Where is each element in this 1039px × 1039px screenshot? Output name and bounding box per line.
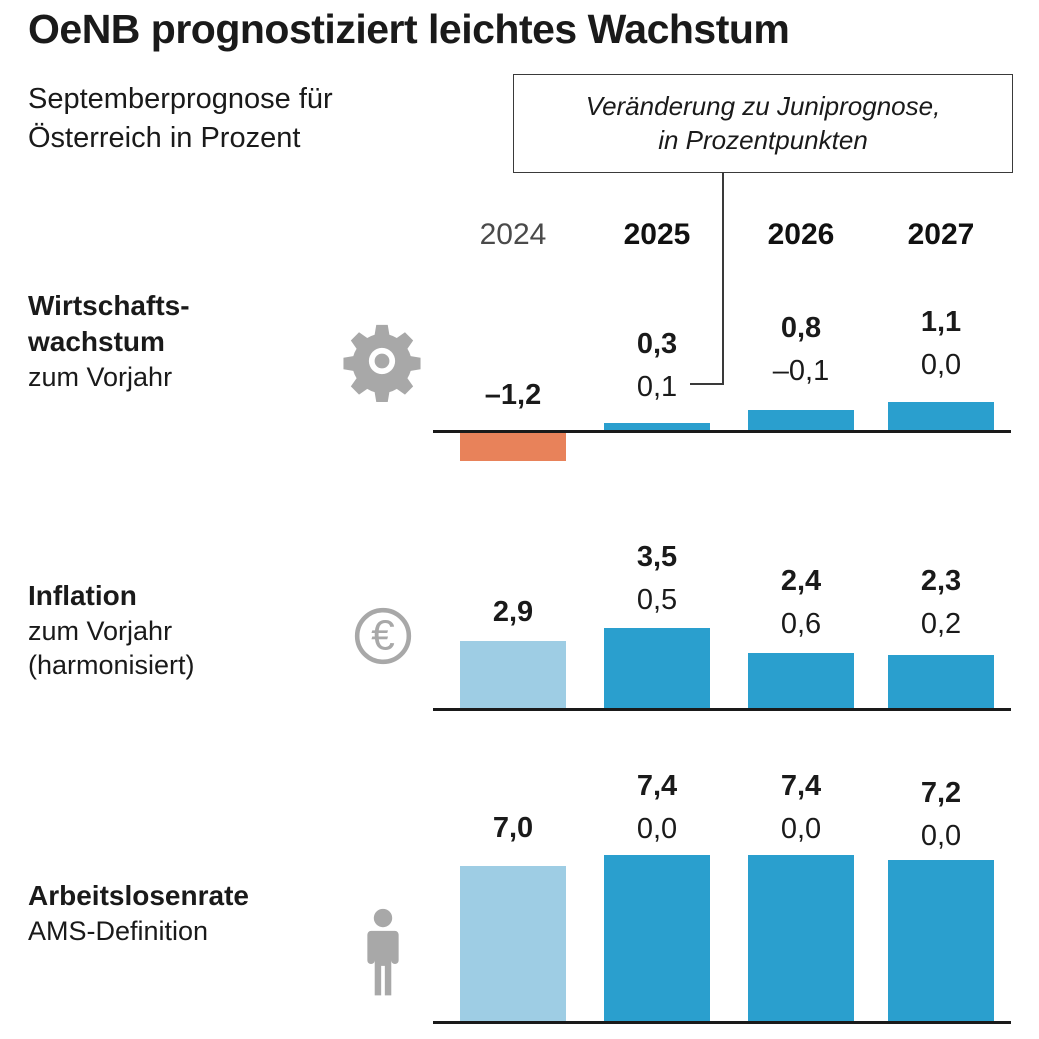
year-header-2027: 2027 <box>907 218 975 251</box>
row-title-growth-line1: Wirtschafts- <box>28 290 190 321</box>
subtitle: Septemberprognose für Österreich in Prozent <box>28 83 333 154</box>
value-inflation-2026: 2,4 <box>780 565 822 597</box>
delta-inflation-2026: 0,6 <box>780 608 822 640</box>
axis-inflation <box>433 708 1011 711</box>
delta-inflation-2025: 0,5 <box>636 584 678 616</box>
year-header-2024: 2024 <box>479 218 547 251</box>
value-inflation-2024: 2,9 <box>492 596 534 628</box>
delta-inflation-2027: 0,2 <box>920 608 962 640</box>
bar-unemployment-2024 <box>460 866 566 1021</box>
row-sub-inflation-line2: (harmonisiert) <box>28 650 195 681</box>
gear-icon <box>341 320 423 407</box>
callout-line-1: Veränderung zu Juniprognose, <box>585 90 941 121</box>
row-title-growth-line2: wachstum <box>28 325 165 357</box>
value-growth-2027: 1,1 <box>920 306 962 338</box>
person-icon <box>360 905 406 1006</box>
row-sub-inflation-line1: zum Vorjahr <box>28 615 173 646</box>
callout-box <box>513 74 1013 173</box>
value-unemployment-2024: 7,0 <box>492 812 534 844</box>
bar-growth-2027 <box>888 402 994 431</box>
delta-unemployment-2027: 0,0 <box>920 820 962 852</box>
bar-inflation-2027 <box>888 655 994 708</box>
bar-growth-2024 <box>460 431 566 461</box>
delta-growth-2027: 0,0 <box>920 349 962 381</box>
row-label-inflation <box>28 578 348 683</box>
row-title-unemployment: Arbeitslosenrate <box>28 880 249 911</box>
value-inflation-2027: 2,3 <box>920 565 962 597</box>
delta-unemployment-2026: 0,0 <box>780 813 822 845</box>
delta-growth-2026: –0,1 <box>772 355 830 387</box>
svg-text:€: € <box>371 611 395 660</box>
bar-inflation-2025 <box>604 628 710 708</box>
value-unemployment-2026: 7,4 <box>780 770 822 802</box>
value-growth-2025: 0,3 <box>636 328 678 360</box>
value-unemployment-2027: 7,2 <box>920 777 962 809</box>
row-label-unemployment <box>28 878 348 948</box>
euro-icon <box>345 598 421 679</box>
value-inflation-2025: 3,5 <box>636 541 678 573</box>
delta-growth-2025: 0,1 <box>636 371 678 403</box>
row-sub-unemployment: AMS-Definition <box>28 915 209 946</box>
row-title-inflation: Inflation <box>28 580 137 611</box>
value-growth-2026: 0,8 <box>780 312 822 344</box>
bar-unemployment-2027 <box>888 860 994 1021</box>
axis-growth <box>433 430 1011 433</box>
callout-line-2: in Prozentpunkten <box>658 124 868 155</box>
bar-unemployment-2025 <box>604 855 710 1021</box>
year-header-2026: 2026 <box>767 218 835 251</box>
bar-inflation-2024 <box>460 641 566 708</box>
axis-unemployment <box>433 1021 1011 1024</box>
bar-growth-2026 <box>748 410 854 431</box>
page-title: OeNB prognostiziert leichtes Wachstum <box>28 6 790 52</box>
bar-inflation-2026 <box>748 653 854 708</box>
row-sub-growth: zum Vorjahr <box>28 361 173 392</box>
bar-unemployment-2026 <box>748 855 854 1021</box>
value-unemployment-2025: 7,4 <box>636 770 678 802</box>
delta-unemployment-2025: 0,0 <box>636 813 678 845</box>
year-header-2025: 2025 <box>623 218 691 251</box>
row-label-growth <box>28 288 348 394</box>
value-growth-2024: –1,2 <box>484 379 542 411</box>
